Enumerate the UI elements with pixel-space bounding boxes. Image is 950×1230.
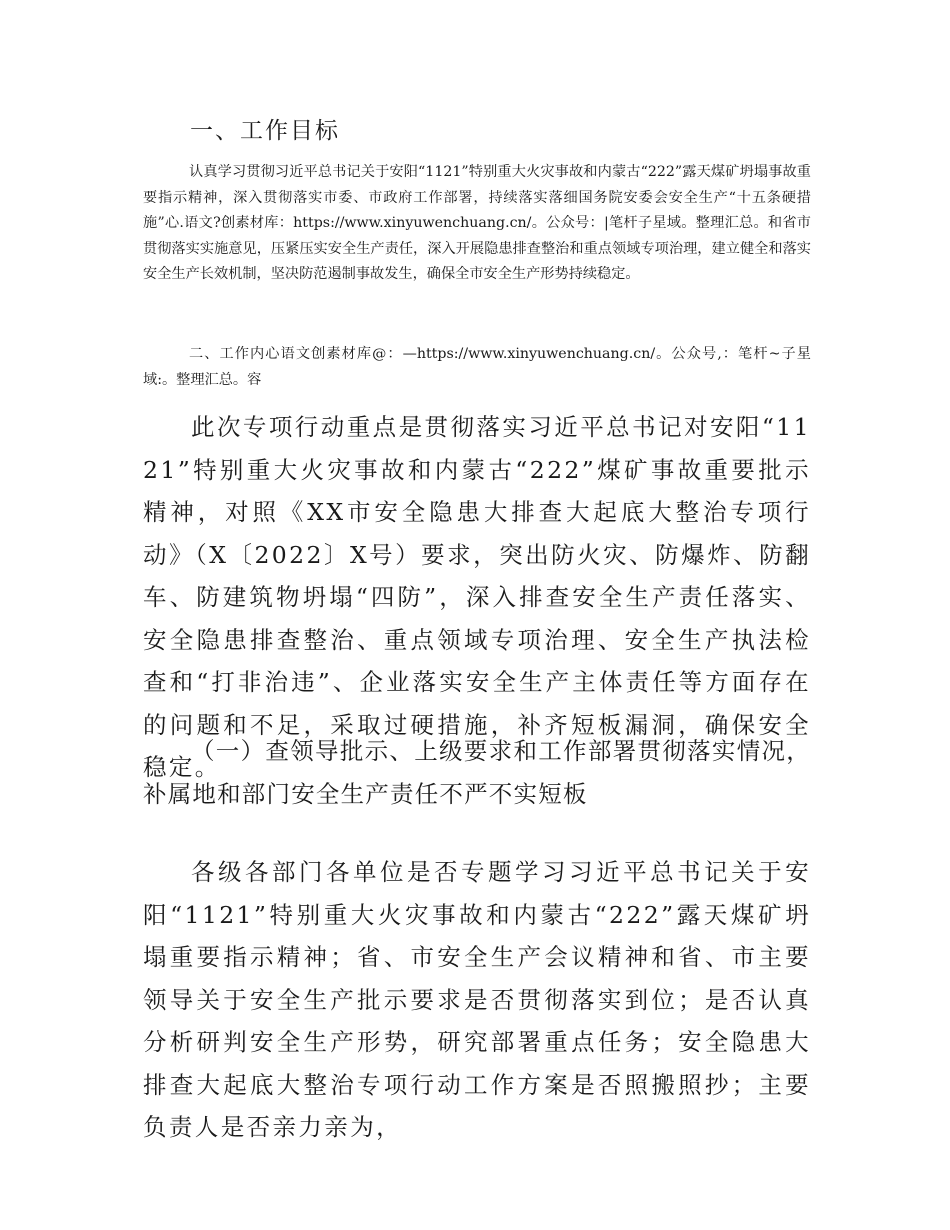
section-heading: 一、工作目标 (190, 118, 340, 144)
focus-paragraph: 此次专项行动重点是贯彻落实习近平总书记对安阳“1121”特别重大火灾事故和内蒙古“222”煤矿事故重要批示精神，对照《XX市安全隐患大排查大起底大整治专项行动》（X〔2022〕X号）要求，突出防火灾、防爆炸、防翻车、防建筑物坍塌“四防”，深入排查安全生产责任落实、安全隐患排查整治、重点领域专项治理、安全生产执法检查和“打非治违”、企业落实安全生产主体责任等方面存在的问题和不足，采取过硬措施，补齐短板漏洞，确保安全稳定。 (143, 413, 811, 781)
content-heading-paragraph: 二、工作内心语文创素材库@：—https://www.xinyuwenchuang.cn/。公众号,：笔杆~子星域:。整理汇总。容 (143, 346, 811, 388)
subheading-check-leadership: （一）查领导批示、上级要求和工作部署贯彻落实情况，补属地和部门安全生产责任不严不实短板 (143, 737, 811, 808)
check-items-paragraph: 各级各部门各单位是否专题学习习近平总书记关于安阳“1121”特别重大火灾事故和内蒙古“222”露天煤矿坍塌重要指示精神；省、市安全生产会议精神和省、市主要领导关于安全生产批示要求是否贯彻落实到位；是否认真分析研判安全生产形势，研究部署重点任务；安全隐患大排查大起底大整治专项行动工作方案是否照搬照抄；主要负责人是否亲力亲为， (143, 858, 811, 1141)
objective-paragraph: 认真学习贯彻习近平总书记关于安阳“1121”特别重大火灾事故和内蒙古“222”露天煤矿坍塌事故重要指示精神，深入贯彻落实市委、市政府工作部署，持续落实落细国务院安委会安全生产“十五条硬措施”心.语文?创素材库：https://www.xinyuwenchuang.cn/。公众号：|笔杆子星域。整理汇总。和省市贯彻落实实施意见，压紧压实安全生产责任，深入开展隐患排查整治和重点领域专项治理，建立健全和落实安全生产长效机制，坚决防范遏制事故发生，确保全市安全生产形势持续稳定。 (143, 164, 811, 282)
